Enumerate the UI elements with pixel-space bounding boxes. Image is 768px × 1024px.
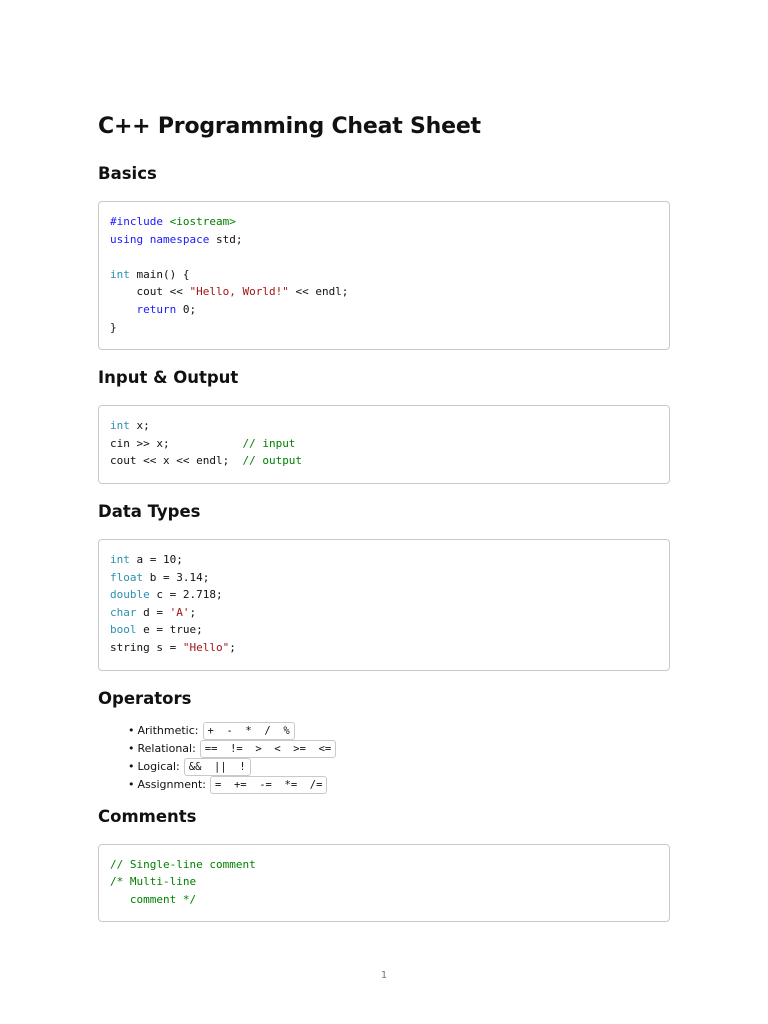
code-line [110, 231, 658, 249]
code-token: main() { [129, 267, 190, 281]
bullet-glyph: • [128, 741, 135, 755]
code-token: int [110, 419, 130, 433]
code-token: std; [209, 232, 243, 246]
code-line [110, 452, 658, 470]
bullet-glyph: • [128, 723, 135, 737]
code-token: int [110, 267, 130, 281]
code-token: d = [136, 605, 170, 619]
section-heading-operators: Operators [98, 688, 192, 708]
code-token: bool [110, 623, 137, 637]
code-block-input-output [98, 405, 670, 484]
code-block-basics [98, 201, 670, 350]
code-token: c = 2.718; [149, 588, 223, 602]
operator-label: Assignment: [137, 777, 206, 791]
code-line [110, 248, 658, 266]
code-line [110, 621, 658, 639]
code-line [110, 435, 658, 453]
code-token: /* Multi-line [110, 875, 197, 889]
code-token: e = true; [136, 623, 203, 637]
code-token: "Hello, World!" [189, 285, 289, 299]
code-line [110, 604, 658, 622]
code-line [110, 283, 658, 301]
operator-item-relational [128, 740, 670, 758]
code-line [110, 417, 658, 435]
code-token: "Hello" [182, 640, 230, 654]
code-block-data-types [98, 539, 670, 671]
code-token: } [110, 320, 117, 334]
code-token: // output [242, 454, 303, 468]
code-token: 'A' [169, 605, 190, 619]
code-token: // input [242, 436, 296, 450]
section-heading-data-types: Data Types [98, 501, 201, 521]
code-token [110, 303, 137, 316]
code-token: #include [110, 215, 170, 228]
code-line [110, 569, 658, 587]
code-line [110, 639, 658, 657]
code-line [110, 319, 658, 337]
operator-chip: && || ! [184, 758, 251, 776]
page-title: C++ Programming Cheat Sheet [98, 114, 481, 139]
section-heading-basics: Basics [98, 164, 157, 183]
operator-item-arithmetic [128, 722, 670, 740]
page-content [98, 112, 670, 922]
code-line [110, 873, 658, 891]
code-token: ; [189, 605, 197, 619]
code-line [110, 551, 658, 569]
operator-label: Arithmetic: [137, 723, 199, 737]
code-token: ; [229, 640, 236, 654]
section-heading-comments: Comments [98, 806, 197, 826]
operators-list [98, 722, 670, 794]
operator-label: Relational: [137, 741, 196, 755]
code-token: cout << [110, 285, 190, 299]
code-token: x; [129, 419, 150, 433]
code-line [110, 586, 658, 604]
code-line [110, 301, 658, 319]
code-token: 0; [176, 302, 197, 316]
code-token: float [110, 570, 144, 584]
operator-item-logical [128, 758, 670, 776]
page-number: 1 [380, 970, 388, 981]
code-line [110, 213, 658, 231]
code-token: double [110, 588, 150, 602]
code-token: using namespace [110, 232, 210, 246]
operator-label: Logical: [137, 759, 180, 773]
code-token: cin >> x; [110, 436, 243, 450]
code-line [110, 891, 658, 909]
bullet-glyph: • [128, 777, 135, 791]
code-token: << endl; [288, 285, 349, 299]
operator-chip: == != > < >= <= [200, 740, 336, 758]
operator-chip: + - * / % [203, 722, 295, 740]
code-token: return [136, 302, 177, 316]
operator-item-assignment [128, 776, 670, 794]
operator-chip: = += -= *= /= [210, 776, 327, 794]
code-line [110, 266, 658, 284]
code-token: // Single-line comment [110, 857, 256, 871]
bullet-glyph: • [128, 759, 135, 773]
code-token: char [110, 605, 137, 619]
code-line [110, 856, 658, 874]
code-token: cout << x << endl; [110, 454, 243, 468]
section-heading-input-output: Input & Output [98, 368, 239, 388]
code-token: comment */ [110, 892, 197, 906]
code-token: <iostream> [169, 215, 236, 228]
code-token: string s = [110, 640, 183, 654]
code-token: b = 3.14; [143, 570, 210, 584]
code-token: a = 10; [129, 552, 183, 566]
code-block-comments [98, 844, 670, 923]
code-token: int [110, 552, 130, 566]
